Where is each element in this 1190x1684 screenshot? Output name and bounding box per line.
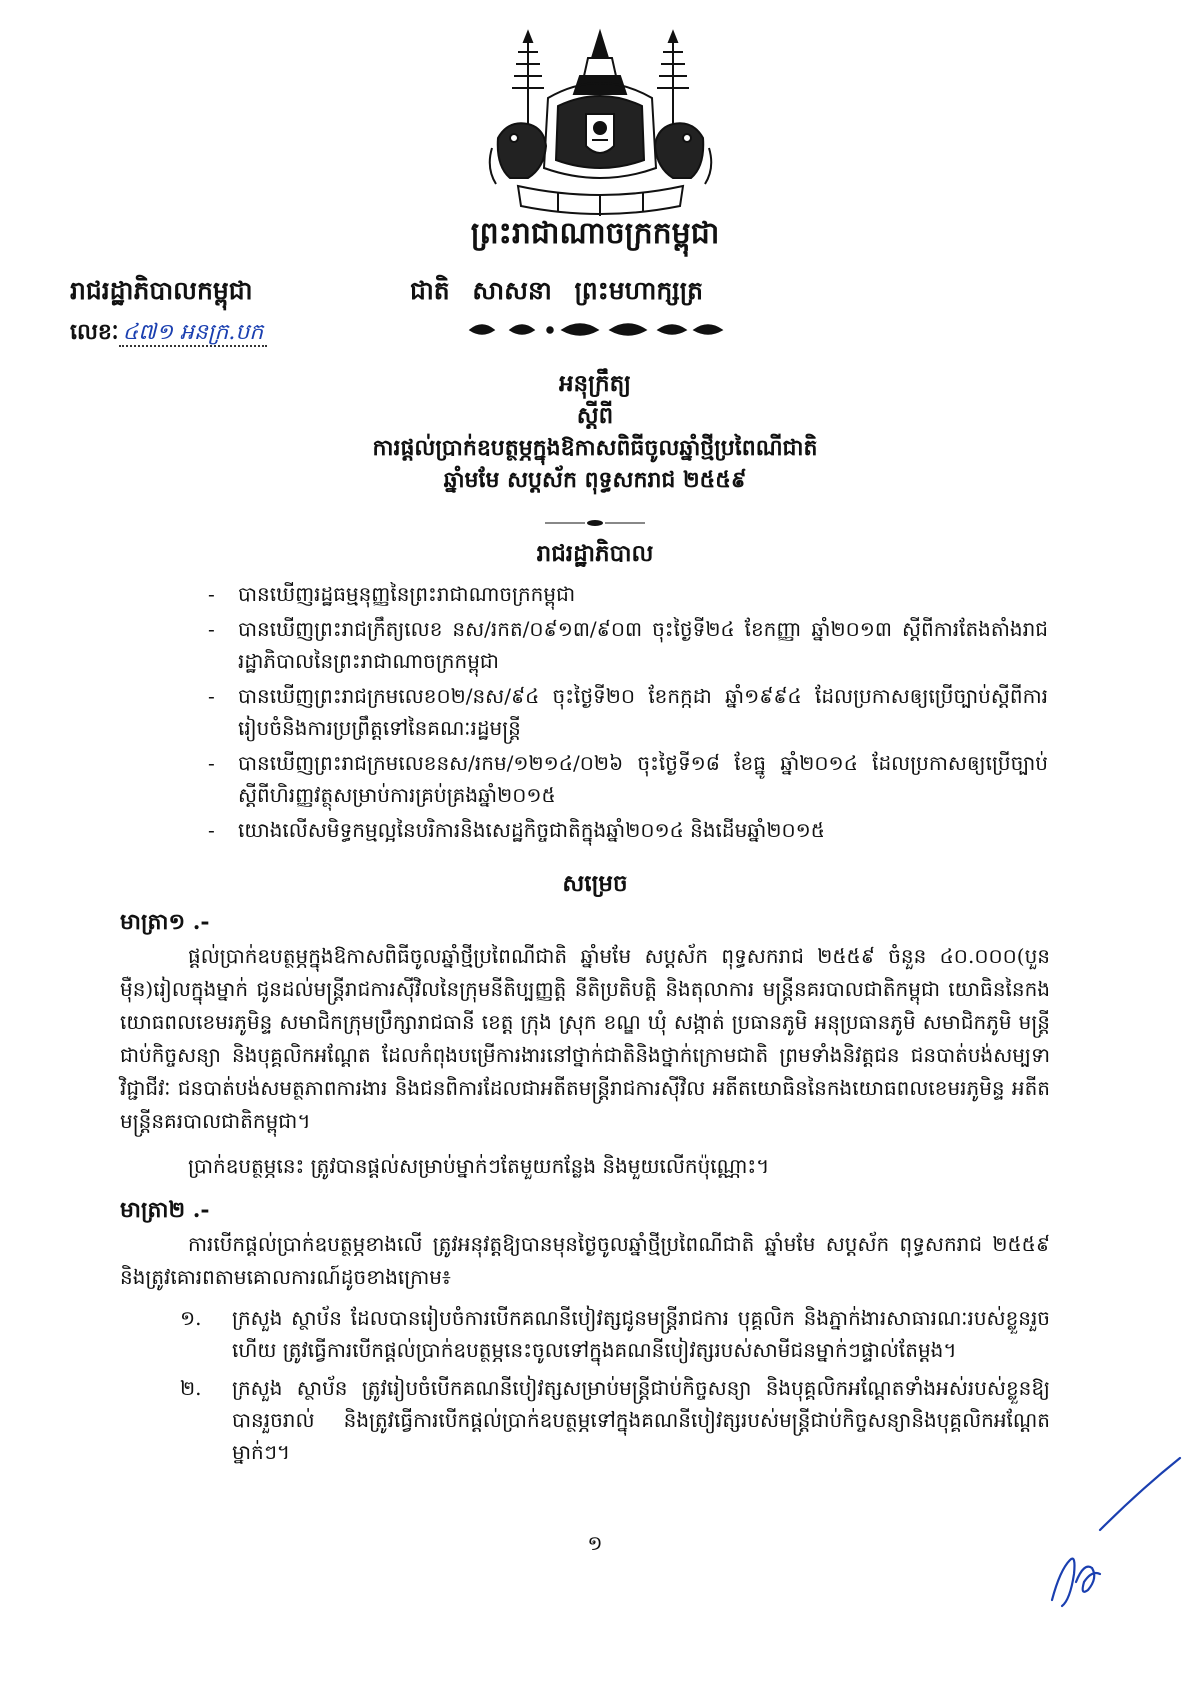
preamble-heading: រាជរដ្ឋាភិបាល — [536, 540, 654, 567]
preamble-list — [208, 578, 1048, 849]
article-2-heading: មាត្រា២ .- — [120, 1197, 210, 1223]
preamble-item-text: បានឃើញរដ្ឋធម្មនុញ្ញនៃព្រះរាជាណាចក្រកម្ពុជា — [238, 582, 576, 606]
document-type: អនុក្រឹត្យ — [558, 370, 632, 397]
preamble-item: - យោងលើសមិទ្ធកម្មល្អនៃបរិការនិងសេដ្ឋកិច្ចជាតិក្នុងឆ្នាំ២០១៤ និងដើមឆ្នាំ២០១៥ — [208, 818, 825, 842]
document-title-block — [0, 368, 1190, 496]
preamble-item-text: បានឃើញព្រះរាជក្រមលេខនស/រកម/១២១៤/០២៦ ចុះថ្ងៃទី១៨ ខែធ្នូ ឆ្នាំ២០១៤ ដែលប្រកាសឲ្យប្រើច្បាប់ស្តីពីហិរញ្ញវត្ថុសម្រាប់ការគ្រប់គ្រងឆ្នាំ២០១៥ — [238, 751, 1048, 807]
motto-religion: សាសនា — [472, 276, 552, 305]
preamble-item: - បានឃើញព្រះរាជក្រមលេខ០២/នស/៩៤ ចុះថ្ងៃទី២០ ខែកក្កដា ឆ្នាំ១៩៩៤ ដែលប្រកាសឲ្យប្រើច្បាប់ស្តីពីការរៀបចំនិងការប្រព្រឹត្តទៅនៃគណៈរដ្ឋមន្ត្រី — [208, 684, 1048, 740]
preamble-item: - បានឃើញព្រះរាជក្រមលេខនស/រកម/១២១៤/០២៦ ចុះថ្ងៃទី១៨ ខែធ្នូ ឆ្នាំ២០១៤ ដែលប្រកាសឲ្យប្រើច្បាប់ស្តីពីហិរញ្ញវត្ថុសម្រាប់ការគ្រប់គ្រងឆ្នាំ២០១៥ — [208, 751, 1048, 807]
article-1-heading: មាត្រា១ .- — [120, 909, 210, 935]
document-number — [70, 318, 267, 350]
national-motto — [410, 276, 703, 312]
list-item-number: ១. — [180, 1306, 202, 1330]
motto-nation: ជាតិ — [410, 276, 450, 305]
article-2-paragraph: ការបើកផ្តល់ប្រាក់ឧបត្ថម្ភខាងលើ ត្រូវអនុវត្តឱ្យបានមុនថ្ងៃចូលឆ្នាំថ្មីប្រពៃណីជាតិ ឆ្នាំមមែ សប្តស័ក ពុទ្ធសករាជ ២៥៥៩ និងត្រូវគោរពតាមគោលការណ៍ដូចខាងក្រោម៖ — [120, 1232, 1050, 1289]
list-item-text: ក្រសួង ស្ថាប័ន ដែលបានរៀបចំការបើកគណនីបៀវត្សជូនមន្ត្រីរាជការ បុគ្គលិក និងភ្នាក់ងារសាធារណៈរបស់ខ្លួនរួចហើយ ត្រូវធ្វើការបើកផ្តល់ប្រាក់ឧបត្ថម្ភនេះចូលទៅក្នុងគណនីបៀវត្សរបស់សាមីជនម្នាក់ៗផ្ទាល់តែម្តង។ — [232, 1306, 1050, 1362]
document-subject: ការផ្តល់ប្រាក់ឧបត្ថម្ភក្នុងឱកាសពិធីចូលឆ្នាំថ្មីប្រពៃណីជាតិ — [372, 435, 818, 461]
list-item-number: ២. — [180, 1376, 202, 1400]
preamble-item-text: យោងលើសមិទ្ធកម្មល្អនៃបរិការនិងសេដ្ឋកិច្ចជាតិក្នុងឆ្នាំ២០១៤ និងដើមឆ្នាំ២០១៥ — [238, 818, 825, 842]
article-2-list — [180, 1302, 1050, 1474]
page-number: ១ — [587, 1531, 603, 1555]
preamble-item: - បានឃើញព្រះរាជក្រឹត្យលេខ នស/រកត/០៩១៣/៩០៣ ចុះថ្ងៃទី២៤ ខែកញ្ញា ឆ្នាំ២០១៣ ស្តីពីការតែងតាំងរាជរដ្ឋាភិបាលនៃព្រះរាជាណាចក្រកម្ពុជា — [208, 617, 1048, 673]
government-name: រាជរដ្ឋាភិបាលកម្ពុជា — [70, 276, 253, 305]
royal-emblem — [488, 28, 713, 218]
decision-heading: សម្រេច — [562, 870, 628, 897]
preamble-item-text: បានឃើញព្រះរាជក្រមលេខ០២/នស/៩៤ ចុះថ្ងៃទី២០ ខែកក្កដា ឆ្នាំ១៩៩៤ ដែលប្រកាសឲ្យប្រើច្បាប់ស្តីពីការរៀបចំនិងការប្រព្រឹត្តទៅនៃគណៈរដ្ឋមន្ត្រី — [238, 684, 1048, 740]
small-ornament — [545, 519, 645, 527]
article-1-paragraph-2: ប្រាក់ឧបត្ថម្ភនេះ ត្រូវបានផ្តល់សម្រាប់ម្នាក់ៗតែមួយកន្លែង និងមួយលើកប៉ុណ្ណោះ។ — [188, 1154, 770, 1178]
document-number-label: លេខៈ — [70, 319, 119, 345]
signature-initial — [1040, 1450, 1190, 1610]
preamble-item-text: បានឃើញព្រះរាជក្រឹត្យលេខ នស/រកត/០៩១៣/៩០៣ ចុះថ្ងៃទី២៤ ខែកញ្ញា ឆ្នាំ២០១៣ ស្តីពីការតែងតាំងរាជរដ្ឋាភិបាលនៃព្រះរាជាណាចក្រកម្ពុជា — [238, 617, 1048, 673]
kingdom-title: ព្រះរាជាណាចក្រកម្ពុជា — [470, 216, 720, 251]
document-year: ឆ្នាំមមែ សប្តស័ក ពុទ្ធសករាជ ២៥៥៩ — [443, 467, 747, 493]
list-item — [180, 1372, 1050, 1468]
motto-king: ព្រះមហាក្សត្រ — [574, 276, 704, 305]
list-item — [180, 1302, 1050, 1366]
ornament-divider — [450, 316, 740, 342]
preamble-item: - បានឃើញរដ្ឋធម្មនុញ្ញនៃព្រះរាជាណាចក្រកម្ពុជា — [208, 582, 576, 606]
article-1-paragraph: ផ្តល់ប្រាក់ឧបត្ថម្ភក្នុងឱកាសពិធីចូលឆ្នាំថ្មីប្រពៃណីជាតិ ឆ្នាំមមែ សប្តស័ក ពុទ្ធសករាជ ២៥៥៩ ចំនួន ៤០.០០០(បួនម៉ឺន)រៀលក្នុងម្នាក់ ជូនដល់មន្ត្រីរាជការស៊ីវិលនៃក្រុមនីតិប្បញ្ញត្តិ នីតិប្រតិបត្តិ និងតុលាការ មន្ត្រីនគរបាលជាតិកម្ពុជា យោធិននៃកងយោធពលខេមរភូមិន្ទ សមាជិកក្រុមប្រឹក្សារាជធានី ខេត្ត ក្រុង ស្រុក ខណ្ឌ ឃុំ សង្កាត់ ប្រធានភូមិ អនុប្រធានភូមិ សមាជិកភូមិ មន្ត្រីជាប់កិច្ចសន្យា និងបុគ្គលិកអណ្តែត ដែលកំពុងបម្រើការងារនៅថ្នាក់ជាតិនិងថ្នាក់ក្រោមជាតិ ព្រមទាំងនិវត្តជន ជនបាត់បង់សម្បទាវិជ្ជាជីវៈ ជនបាត់បង់សមត្ថភាពការងារ និងជនពិការដែលជាអតីតមន្ត្រីរាជការស៊ីវិល អតីតយោធិននៃកងយោធពលខេមរភូមិន្ទ អតីតមន្ត្រីនគរបាលជាតិកម្ពុជា។ — [120, 944, 1050, 1133]
list-item-text: ក្រសួង ស្ថាប័ន ត្រូវរៀបចំបើកគណនីបៀវត្សសម្រាប់មន្ត្រីជាប់កិច្ចសន្យា និងបុគ្គលិកអណ្តែតទាំងអស់របស់ខ្លួនឱ្យបានរួចរាល់ និងត្រូវធ្វើការបើកផ្តល់ប្រាក់ឧបត្ថម្ភទៅក្នុងគណនីបៀវត្សរបស់មន្ត្រីជាប់កិច្ចសន្យានិងបុគ្គលិកអណ្តែតម្នាក់ៗ។ — [232, 1376, 1050, 1464]
title-about: ស្តីពី — [576, 402, 614, 429]
document-number-value: ៤៧១ អនក្រ.បក — [119, 320, 268, 347]
